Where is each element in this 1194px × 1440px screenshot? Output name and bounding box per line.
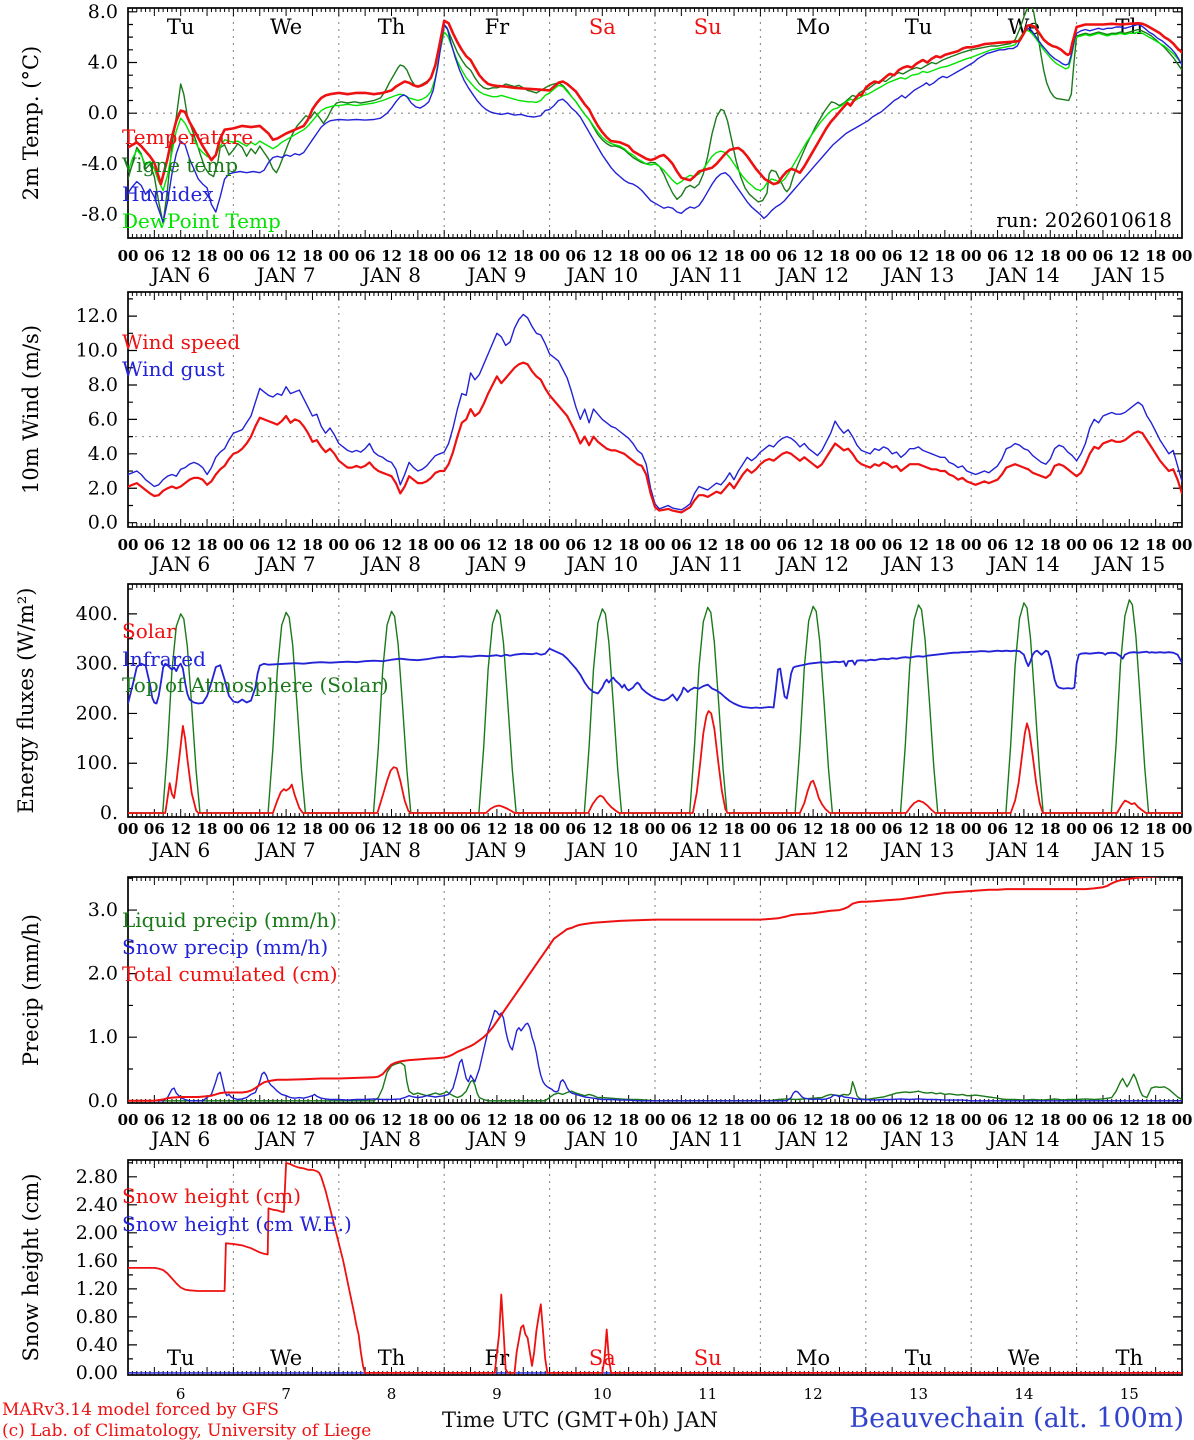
date-label: JAN 14	[988, 838, 1060, 862]
legend-fluxes-2: Infrared	[122, 647, 206, 671]
hour-label: 18	[302, 536, 323, 554]
hour-label: 12	[486, 1111, 508, 1129]
hour-label: 00	[328, 1111, 350, 1129]
weekday-label: Th	[1115, 1346, 1144, 1370]
model-credit-line: MARv3.14 model forced by GFS	[2, 1400, 279, 1420]
date-label: JAN 7	[256, 263, 316, 287]
hour-label: 18	[829, 820, 850, 838]
date-label: JAN 15	[1093, 552, 1166, 576]
hour-label: 00	[644, 247, 666, 265]
hour-label: 12	[381, 247, 402, 265]
weekday-label: Th	[377, 1346, 406, 1370]
hour-label: 12	[170, 536, 192, 554]
hour-label: 12	[908, 247, 929, 265]
hour-label: 06	[670, 820, 692, 838]
hour-label: 00	[749, 1111, 771, 1129]
hour-label: 12	[381, 1111, 402, 1129]
date-label: JAN 14	[988, 552, 1060, 576]
legend-temp2m-2: Vigne temp	[122, 153, 239, 177]
day-number-label: 10	[592, 1385, 612, 1403]
hour-label: 06	[1092, 820, 1114, 838]
hour-label: 06	[460, 247, 481, 265]
day-number-label: 12	[803, 1385, 823, 1403]
y-tick-label: 12.0	[75, 305, 118, 328]
hour-label: 06	[143, 247, 165, 265]
hour-label: 18	[1039, 1111, 1061, 1129]
hour-label: 00	[222, 1111, 244, 1129]
y-ticks	[128, 589, 1182, 813]
date-label: JAN 10	[566, 263, 639, 287]
hour-label: 06	[354, 536, 376, 554]
legend-temp2m-4: DewPoint Temp	[122, 209, 281, 233]
weekday-label: Sa	[588, 1346, 616, 1370]
hour-label: 06	[881, 247, 903, 265]
legend-temp2m-3: Humidex	[122, 182, 214, 206]
hour-label: 06	[670, 247, 692, 265]
date-label: JAN 13	[882, 552, 955, 576]
hour-label: 12	[908, 820, 929, 838]
day-number-label: 8	[386, 1385, 397, 1403]
legend-precip-1: Liquid precip (mm/h)	[122, 908, 338, 932]
weekday-label: Tu	[166, 1346, 195, 1370]
y-tick-label: 2.00	[75, 1221, 118, 1244]
date-label: JAN 15	[1093, 263, 1166, 287]
hour-label: 12	[1118, 247, 1140, 265]
date-label: JAN 6	[151, 838, 211, 862]
date-label: JAN 9	[467, 1127, 527, 1151]
y-tick-label: 2.0	[87, 962, 118, 985]
hour-label: 00	[539, 1111, 561, 1129]
hour-label: 12	[591, 1111, 613, 1129]
hour-label: 06	[776, 247, 798, 265]
hour-label: 18	[723, 820, 745, 838]
hour-label: 06	[881, 820, 903, 838]
hour-label: 18	[407, 247, 429, 265]
hour-label: 12	[591, 247, 613, 265]
hour-label: 06	[565, 1111, 587, 1129]
hour-label: 18	[1145, 247, 1167, 265]
date-label: JAN 13	[882, 838, 955, 862]
hour-label: 00	[222, 536, 244, 554]
date-label: JAN 7	[256, 1127, 316, 1151]
hour-label: 12	[697, 247, 719, 265]
series-humidex	[128, 25, 1182, 223]
y-tick-label: 0.0	[87, 102, 118, 125]
hour-label: 06	[460, 1111, 481, 1129]
hour-label: 12	[1118, 1111, 1140, 1129]
date-label: JAN 15	[1093, 1127, 1166, 1151]
legend-precip-2: Snow precip (mm/h)	[122, 935, 329, 959]
hour-label: 18	[1039, 820, 1061, 838]
hour-label: 00	[433, 536, 455, 554]
date-label: JAN 11	[671, 1127, 744, 1151]
weekday-label: Fr	[484, 15, 510, 39]
date-label: JAN 8	[361, 838, 422, 862]
hour-label: 12	[802, 820, 824, 838]
hour-label: 12	[697, 1111, 719, 1129]
date-label: JAN 6	[151, 1127, 211, 1151]
hour-label: 18	[723, 247, 745, 265]
weekday-label: Mo	[796, 15, 831, 39]
hour-label: 12	[802, 1111, 824, 1129]
y-axis-title-fluxes: Energy fluxes (W/m²)	[14, 587, 38, 814]
weekday-label: We	[1007, 1346, 1041, 1370]
hour-label: 06	[776, 536, 798, 554]
day-number-label: 15	[1119, 1385, 1139, 1403]
hour-label: 06	[460, 536, 481, 554]
y-tick-label: -4.0	[81, 152, 118, 175]
date-label: JAN 10	[566, 1127, 639, 1151]
hour-label: 18	[196, 820, 218, 838]
hour-label: 00	[539, 536, 561, 554]
weekday-label: Mo	[796, 1346, 831, 1370]
hour-label: 00	[960, 820, 982, 838]
day-number-label: 7	[281, 1385, 291, 1403]
station-label: Beauvechain (alt. 100m)	[849, 1403, 1184, 1434]
hour-label: 06	[565, 820, 587, 838]
hour-label: 12	[170, 247, 192, 265]
y-tick-label: 100.	[75, 752, 118, 775]
hour-label: 18	[196, 1111, 218, 1129]
hour-label: 06	[249, 820, 271, 838]
hour-label: 18	[196, 247, 218, 265]
hour-label: 00	[644, 536, 666, 554]
hour-label: 06	[776, 1111, 798, 1129]
hour-label: 18	[723, 1111, 745, 1129]
legend-fluxes-3: Top of Atmosphere (Solar)	[122, 673, 389, 697]
date-label: JAN 8	[361, 1127, 422, 1151]
hour-label: 18	[407, 1111, 429, 1129]
hour-label: 18	[618, 536, 640, 554]
date-label: JAN 8	[361, 263, 422, 287]
y-tick-label: 1.20	[75, 1277, 118, 1300]
date-label: JAN 9	[467, 838, 527, 862]
legend-fluxes-1: Solar	[122, 619, 176, 643]
hour-label: 12	[1013, 1111, 1035, 1129]
hour-label: 18	[1145, 820, 1167, 838]
weekday-label: We	[269, 15, 303, 39]
hour-label: 06	[1092, 247, 1114, 265]
date-label: JAN 8	[361, 552, 422, 576]
hour-label: 00	[960, 536, 982, 554]
y-tick-label: 0.0	[87, 1089, 118, 1112]
hour-label: 18	[618, 820, 640, 838]
hour-label: 06	[143, 1111, 165, 1129]
panel-frame-fluxes	[128, 584, 1182, 817]
hour-label: 06	[670, 536, 692, 554]
hour-label: 00	[644, 1111, 666, 1129]
y-tick-label: 10.0	[75, 339, 118, 362]
hour-label: 00	[433, 1111, 455, 1129]
hour-label: 00	[539, 820, 561, 838]
date-label: JAN 7	[256, 552, 316, 576]
hour-label: 18	[1039, 536, 1061, 554]
date-label: JAN 10	[566, 552, 639, 576]
hour-label: 18	[934, 820, 956, 838]
date-label: JAN 7	[256, 838, 316, 862]
day-number-label: 9	[492, 1385, 502, 1403]
hour-label: 06	[881, 1111, 903, 1129]
legend-precip-3: Total cumulated (cm)	[122, 962, 338, 986]
hour-label: 06	[249, 1111, 271, 1129]
hour-label: 06	[987, 1111, 1008, 1129]
hour-label: 00	[1066, 536, 1088, 554]
hour-label: 00	[1171, 536, 1193, 554]
hour-label: 00	[1171, 247, 1193, 265]
hour-label: 00	[855, 1111, 877, 1129]
hour-label: 12	[697, 536, 719, 554]
hour-label: 06	[1092, 1111, 1114, 1129]
hour-label: 12	[275, 1111, 297, 1129]
hour-label: 00	[855, 536, 877, 554]
date-label: JAN 6	[151, 263, 211, 287]
hour-label: 18	[302, 820, 323, 838]
legend-temp2m-1: Temperature	[122, 125, 254, 149]
y-tick-label: 400.	[75, 602, 118, 625]
weekday-label: Fr	[484, 1346, 510, 1370]
hour-label: 00	[1066, 247, 1088, 265]
hour-label: 00	[644, 820, 666, 838]
y-axis-title-snow: Snow height (cm)	[19, 1173, 43, 1362]
hour-label: 18	[1145, 536, 1167, 554]
hour-label: 12	[486, 536, 508, 554]
weekday-label: We	[1007, 15, 1041, 39]
y-tick-label: 2.0	[87, 477, 118, 500]
hour-label: 18	[302, 247, 323, 265]
hour-label: 06	[987, 820, 1008, 838]
y-tick-label: 200.	[75, 702, 118, 725]
date-label: JAN 13	[882, 263, 955, 287]
y-tick-label: 300.	[75, 652, 118, 675]
date-label: JAN 14	[988, 263, 1060, 287]
weekday-label: Tu	[904, 15, 933, 39]
hour-label: 06	[354, 247, 376, 265]
y-tick-label: 0.40	[75, 1333, 118, 1356]
hour-label: 12	[170, 820, 192, 838]
y-tick-label: 4.0	[87, 51, 118, 74]
hour-label: 12	[1013, 820, 1035, 838]
hour-label: 00	[222, 247, 244, 265]
hour-label: 00	[328, 247, 350, 265]
hour-label: 18	[934, 536, 956, 554]
hour-label: 12	[802, 536, 824, 554]
y-tick-label: 1.60	[75, 1249, 118, 1272]
hour-label: 00	[855, 820, 877, 838]
weekday-label: We	[269, 1346, 303, 1370]
hour-label: 00	[222, 820, 244, 838]
hour-label: 18	[512, 536, 534, 554]
y-tick-label: 8.0	[87, 0, 118, 23]
date-label: JAN 12	[777, 263, 849, 287]
hour-label: 18	[934, 1111, 956, 1129]
y-tick-label: 0.0	[87, 511, 118, 534]
day-number-label: 11	[698, 1385, 718, 1403]
hour-label: 06	[460, 820, 481, 838]
legend-snow-1: Snow height (cm)	[122, 1184, 302, 1208]
hour-label: 00	[117, 247, 139, 265]
hour-label: 18	[512, 1111, 534, 1129]
hour-label: 12	[591, 820, 613, 838]
hour-label: 18	[934, 247, 956, 265]
series-solar	[128, 711, 1182, 813]
hour-label: 00	[328, 536, 350, 554]
hour-label: 12	[908, 1111, 929, 1129]
date-label: JAN 10	[566, 838, 639, 862]
hour-label: 12	[697, 820, 719, 838]
series-temperature	[128, 21, 1182, 184]
hour-label: 00	[433, 247, 455, 265]
weekday-label: Tu	[904, 1346, 933, 1370]
hour-label: 18	[618, 1111, 640, 1129]
hour-label: 00	[117, 1111, 139, 1129]
hour-label: 06	[565, 247, 587, 265]
hour-label: 12	[591, 536, 613, 554]
weekday-label: Tu	[166, 15, 195, 39]
hour-label: 18	[723, 536, 745, 554]
hour-label: 06	[565, 536, 587, 554]
run-label: run: 2026010618	[996, 208, 1172, 232]
date-label: JAN 9	[467, 263, 527, 287]
hour-label: 00	[855, 247, 877, 265]
weekday-label: Su	[693, 1346, 722, 1370]
hour-label: 12	[908, 536, 929, 554]
lab-credit-line: (c) Lab. of Climatology, University of Liege	[2, 1421, 372, 1440]
hour-label: 00	[1171, 820, 1193, 838]
hour-label: 12	[1013, 536, 1035, 554]
y-tick-label: 0.80	[75, 1305, 118, 1328]
weekday-label: Th	[377, 15, 406, 39]
hour-label: 12	[170, 1111, 192, 1129]
y-tick-label: -8.0	[81, 203, 118, 226]
day-number-label: 6	[175, 1385, 186, 1403]
date-label: JAN 6	[151, 552, 211, 576]
hour-label: 00	[749, 536, 771, 554]
hour-label: 18	[302, 1111, 323, 1129]
hour-label: 06	[1092, 536, 1114, 554]
y-tick-label: 2.80	[75, 1165, 118, 1188]
y-tick-label: 1.0	[87, 1026, 118, 1049]
hour-label: 06	[249, 536, 271, 554]
y-tick-label: 8.0	[87, 373, 118, 396]
hour-label: 12	[1118, 536, 1140, 554]
y-tick-label: 0.	[99, 802, 118, 825]
y-tick-label: 2.40	[75, 1193, 118, 1216]
y-axis-title-wind10m: 10m Wind (m/s)	[19, 324, 43, 495]
date-label: JAN 12	[777, 552, 849, 576]
y-axis-title-temp2m: 2m Temp. (°C)	[19, 45, 43, 201]
hour-label: 00	[117, 820, 139, 838]
hour-label: 00	[960, 247, 982, 265]
hour-label: 06	[143, 536, 165, 554]
hour-label: 00	[749, 820, 771, 838]
date-label: JAN 14	[988, 1127, 1060, 1151]
hour-label: 06	[987, 536, 1008, 554]
y-tick-label: 0.00	[75, 1361, 118, 1384]
y-axis-title-precip: Precip (mm/h)	[19, 913, 43, 1067]
hour-label: 00	[960, 1111, 982, 1129]
hour-label: 12	[486, 247, 508, 265]
hour-label: 00	[328, 820, 350, 838]
date-label: JAN 15	[1093, 838, 1166, 862]
hour-label: 12	[381, 820, 402, 838]
hour-label: 12	[1013, 247, 1035, 265]
hour-label: 18	[618, 247, 640, 265]
date-label: JAN 11	[671, 552, 744, 576]
x-axis-title: Time UTC (GMT+0h) JAN	[442, 1408, 718, 1432]
hour-label: 18	[512, 247, 534, 265]
weekday-label: Sa	[588, 15, 616, 39]
hour-label: 12	[381, 536, 402, 554]
weekday-label: Th	[1115, 15, 1144, 39]
y-tick-label: 6.0	[87, 408, 118, 431]
hour-label: 18	[407, 536, 429, 554]
date-label: JAN 11	[671, 838, 744, 862]
hour-label: 06	[354, 1111, 376, 1129]
hour-label: 00	[1066, 820, 1088, 838]
series-dewpoint-temp	[128, 30, 1182, 190]
hour-label: 18	[1145, 1111, 1167, 1129]
legend-wind10m-1: Wind speed	[122, 330, 241, 354]
day-number-label: 13	[908, 1385, 929, 1403]
day-number-label: 14	[1014, 1385, 1034, 1403]
hour-label: 00	[1066, 1111, 1088, 1129]
hour-label: 18	[407, 820, 429, 838]
hour-label: 06	[249, 247, 271, 265]
date-label: JAN 12	[777, 838, 849, 862]
date-label: JAN 9	[467, 552, 527, 576]
hour-label: 12	[802, 247, 824, 265]
hour-label: 00	[749, 247, 771, 265]
hour-label: 18	[829, 1111, 850, 1129]
date-label: JAN 13	[882, 1127, 955, 1151]
hour-label: 12	[1118, 820, 1140, 838]
hour-label: 00	[117, 536, 139, 554]
hour-label: 06	[354, 820, 376, 838]
hour-label: 12	[275, 247, 297, 265]
hour-label: 06	[670, 1111, 692, 1129]
legend-snow-2: Snow height (cm W.E.)	[122, 1212, 352, 1236]
hour-label: 06	[881, 536, 903, 554]
hour-label: 06	[776, 820, 798, 838]
hour-label: 12	[486, 820, 508, 838]
hour-label: 18	[512, 820, 534, 838]
hour-label: 00	[1171, 1111, 1193, 1129]
weekday-label: Su	[693, 15, 722, 39]
hour-ticks	[128, 584, 1182, 817]
hour-label: 18	[829, 536, 850, 554]
legend-wind10m-2: Wind gust	[122, 357, 225, 381]
hour-label: 06	[987, 247, 1008, 265]
hour-label: 18	[829, 247, 850, 265]
date-label: JAN 11	[671, 263, 744, 287]
hour-label: 00	[433, 820, 455, 838]
hour-label: 06	[143, 820, 165, 838]
hour-label: 00	[539, 247, 561, 265]
hour-label: 18	[1039, 247, 1061, 265]
hour-label: 18	[196, 536, 218, 554]
hour-label: 12	[275, 820, 297, 838]
date-label: JAN 12	[777, 1127, 849, 1151]
y-tick-label: 3.0	[87, 899, 118, 922]
hour-label: 12	[275, 536, 297, 554]
y-tick-label: 4.0	[87, 442, 118, 465]
